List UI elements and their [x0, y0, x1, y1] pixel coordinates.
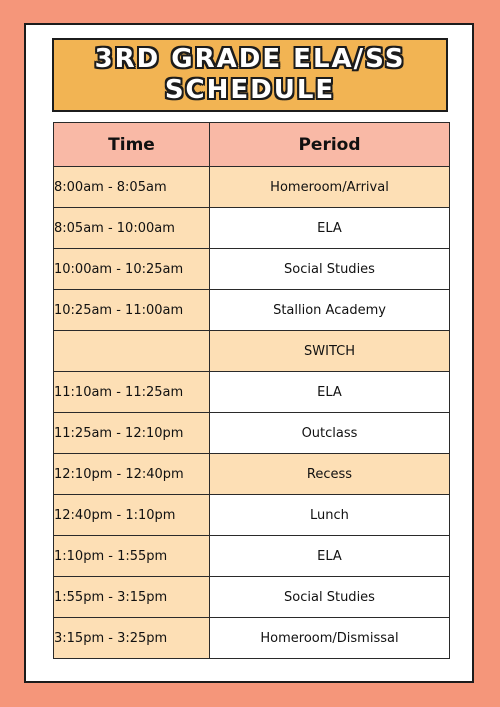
period-cell: Homeroom/Arrival: [210, 167, 450, 208]
table-row: [54, 577, 450, 618]
table-row: [54, 167, 450, 208]
table-row: [54, 618, 450, 659]
column-header-time: Time: [54, 123, 210, 167]
table-row: [54, 331, 450, 372]
time-cell: 12:10pm - 12:40pm: [54, 454, 210, 495]
table-row: [54, 208, 450, 249]
table-row: [54, 290, 450, 331]
table-row: [54, 495, 450, 536]
period-cell: ELA: [210, 208, 450, 249]
time-cell: 1:10pm - 1:55pm: [54, 536, 210, 577]
time-cell: 8:00am - 8:05am: [54, 167, 210, 208]
time-cell: 11:25am - 12:10pm: [54, 413, 210, 454]
period-cell: Lunch: [210, 495, 450, 536]
time-cell: 1:55pm - 3:15pm: [54, 577, 210, 618]
time-cell: 10:00am - 10:25am: [54, 249, 210, 290]
period-cell: Social Studies: [210, 577, 450, 618]
table-row: [54, 249, 450, 290]
schedule-page: [24, 23, 474, 683]
period-cell: Stallion Academy: [210, 290, 450, 331]
period-cell: Recess: [210, 454, 450, 495]
table-row: [54, 372, 450, 413]
table-header-row: [54, 123, 450, 167]
column-header-period: Period: [210, 123, 450, 167]
table-row: [54, 536, 450, 577]
table-row: [54, 454, 450, 495]
time-cell: 8:05am - 10:00am: [54, 208, 210, 249]
time-cell: 3:15pm - 3:25pm: [54, 618, 210, 659]
page-title: 3RD GRADE ELA/SS SCHEDULE: [94, 44, 406, 105]
period-cell: ELA: [210, 536, 450, 577]
period-cell: Outclass: [210, 413, 450, 454]
schedule-table: [53, 122, 450, 659]
period-cell: Homeroom/Dismissal: [210, 618, 450, 659]
table-row: [54, 413, 450, 454]
period-cell: SWITCH: [210, 331, 450, 372]
time-cell: 10:25am - 11:00am: [54, 290, 210, 331]
time-cell: 12:40pm - 1:10pm: [54, 495, 210, 536]
time-cell: [54, 331, 210, 372]
title-banner: [52, 38, 448, 112]
time-cell: 11:10am - 11:25am: [54, 372, 210, 413]
period-cell: ELA: [210, 372, 450, 413]
period-cell: Social Studies: [210, 249, 450, 290]
